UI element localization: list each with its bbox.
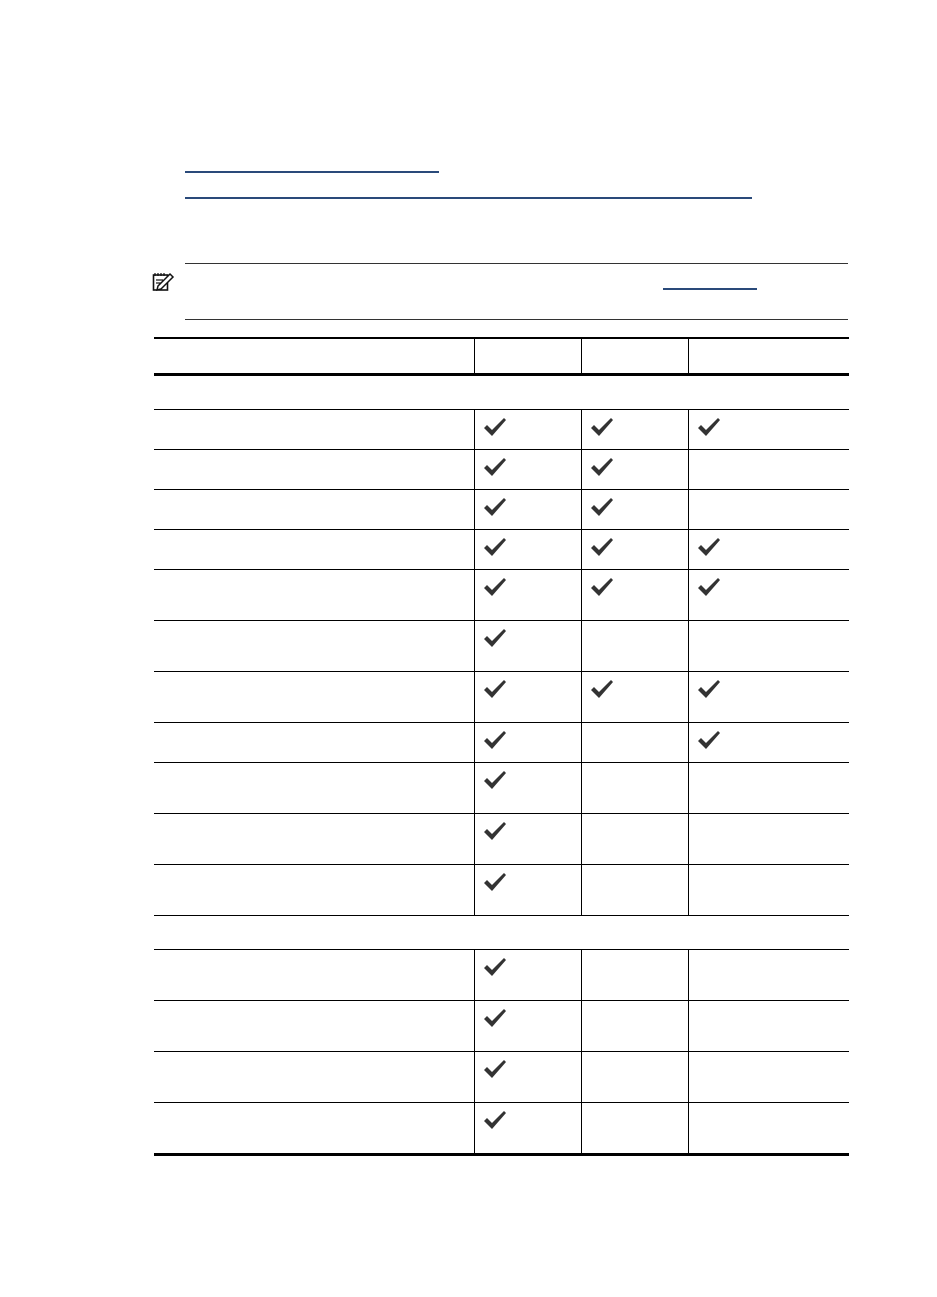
- table-row: [154, 1000, 849, 1051]
- check-cell: [474, 1000, 581, 1051]
- row-label: [154, 489, 474, 529]
- table-row: [154, 762, 849, 813]
- checkmark-icon: [697, 417, 721, 437]
- checkmark-icon: [483, 957, 507, 977]
- checkmark-icon: [483, 1008, 507, 1028]
- check-cell: [581, 813, 688, 864]
- check-cell: [474, 722, 581, 762]
- checkmark-icon: [483, 1110, 507, 1130]
- row-label: [154, 529, 474, 569]
- check-cell: [688, 620, 849, 671]
- checkmark-icon: [483, 537, 507, 557]
- check-cell: [474, 489, 581, 529]
- table-header-row: [154, 338, 849, 374]
- row-label: [154, 671, 474, 722]
- table-row: [154, 949, 849, 1000]
- check-cell: [474, 864, 581, 915]
- check-cell: [474, 1102, 581, 1154]
- support-table-container: [154, 337, 849, 1156]
- table-row: [154, 620, 849, 671]
- checkmark-icon: [483, 457, 507, 477]
- check-cell: [581, 409, 688, 449]
- row-label: [154, 949, 474, 1000]
- header-cell: [688, 338, 849, 374]
- check-cell: [581, 671, 688, 722]
- table-row: [154, 409, 849, 449]
- table-row: [154, 671, 849, 722]
- header-cell: [581, 338, 688, 374]
- checkmark-icon: [590, 679, 614, 699]
- check-cell: [581, 1051, 688, 1102]
- check-cell: [688, 864, 849, 915]
- check-cell: [688, 1051, 849, 1102]
- check-cell: [474, 813, 581, 864]
- row-label: [154, 1000, 474, 1051]
- checkmark-icon: [697, 679, 721, 699]
- check-cell: [581, 569, 688, 620]
- row-label: [154, 620, 474, 671]
- link-underline-2[interactable]: [185, 197, 752, 199]
- checkmark-icon: [697, 577, 721, 597]
- checkmark-icon: [483, 770, 507, 790]
- checkmark-icon: [483, 872, 507, 892]
- check-cell: [688, 813, 849, 864]
- table-body: [154, 374, 849, 1154]
- checkmark-icon: [590, 497, 614, 517]
- note-link-underline[interactable]: [663, 288, 757, 290]
- table-row: [154, 864, 849, 915]
- check-cell: [581, 1000, 688, 1051]
- checkmark-icon: [697, 537, 721, 557]
- check-cell: [474, 569, 581, 620]
- table-row: [154, 489, 849, 529]
- note-pencil-icon: [152, 271, 176, 293]
- table-row: [154, 813, 849, 864]
- note-bottom-rule: [185, 319, 848, 320]
- check-cell: [581, 529, 688, 569]
- checkmark-icon: [483, 497, 507, 517]
- check-cell: [688, 671, 849, 722]
- check-cell: [474, 620, 581, 671]
- check-cell: [688, 489, 849, 529]
- support-table: [154, 337, 849, 1156]
- check-cell: [688, 529, 849, 569]
- check-cell: [688, 762, 849, 813]
- check-cell: [688, 449, 849, 489]
- row-label: [154, 762, 474, 813]
- header-cell: [474, 338, 581, 374]
- checkmark-icon: [483, 730, 507, 750]
- table-row: [154, 1051, 849, 1102]
- check-cell: [688, 409, 849, 449]
- checkmark-icon: [697, 730, 721, 750]
- check-cell: [581, 1102, 688, 1154]
- checkmark-icon: [483, 577, 507, 597]
- checkmark-icon: [483, 417, 507, 437]
- table-row: [154, 1102, 849, 1154]
- table-row: [154, 529, 849, 569]
- checkmark-icon: [590, 417, 614, 437]
- check-cell: [474, 409, 581, 449]
- check-cell: [474, 529, 581, 569]
- checkmark-icon: [590, 457, 614, 477]
- check-cell: [688, 722, 849, 762]
- table-section-row: [154, 915, 849, 949]
- check-cell: [474, 1051, 581, 1102]
- check-cell: [688, 949, 849, 1000]
- check-cell: [581, 762, 688, 813]
- row-label: [154, 813, 474, 864]
- checkmark-icon: [590, 577, 614, 597]
- checkmark-icon: [483, 821, 507, 841]
- checkmark-icon: [590, 537, 614, 557]
- table-section-row: [154, 374, 849, 409]
- section-label: [154, 915, 849, 949]
- check-cell: [581, 620, 688, 671]
- row-label: [154, 1051, 474, 1102]
- row-label: [154, 864, 474, 915]
- note-top-rule: [185, 263, 848, 264]
- check-cell: [581, 489, 688, 529]
- section-label: [154, 374, 849, 409]
- link-underline-1[interactable]: [185, 171, 439, 173]
- checkmark-icon: [483, 628, 507, 648]
- row-label: [154, 449, 474, 489]
- check-cell: [581, 449, 688, 489]
- table-row: [154, 569, 849, 620]
- check-cell: [581, 864, 688, 915]
- row-label: [154, 1102, 474, 1154]
- table-row: [154, 449, 849, 489]
- check-cell: [688, 1102, 849, 1154]
- check-cell: [581, 722, 688, 762]
- row-label: [154, 569, 474, 620]
- check-cell: [688, 1000, 849, 1051]
- table-row: [154, 722, 849, 762]
- check-cell: [474, 949, 581, 1000]
- header-cell: [154, 338, 474, 374]
- checkmark-icon: [483, 679, 507, 699]
- check-cell: [474, 671, 581, 722]
- row-label: [154, 722, 474, 762]
- row-label: [154, 409, 474, 449]
- check-cell: [474, 762, 581, 813]
- check-cell: [688, 569, 849, 620]
- check-cell: [474, 449, 581, 489]
- check-cell: [581, 949, 688, 1000]
- checkmark-icon: [483, 1059, 507, 1079]
